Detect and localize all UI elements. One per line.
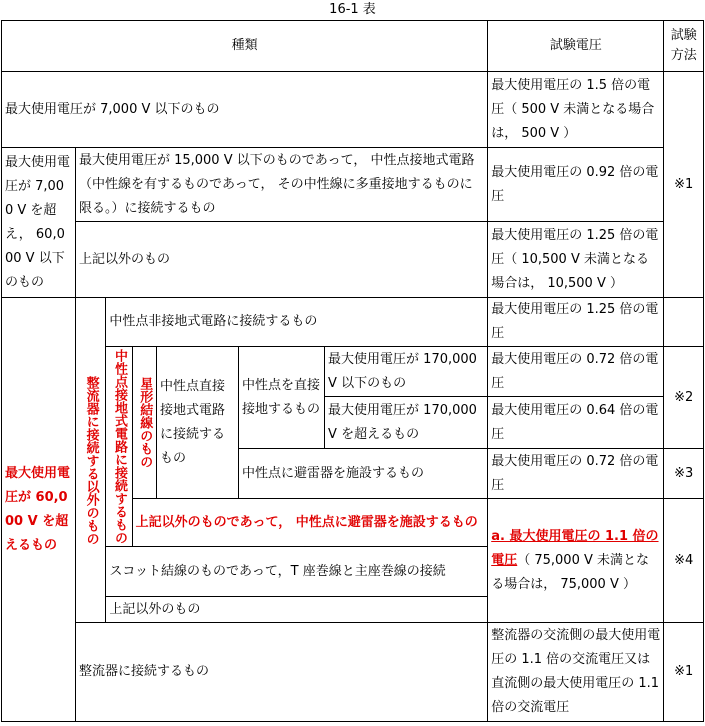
- row-method-2: ※2: [664, 347, 704, 449]
- row7-voltage: 最大使用電圧の 0.72 倍の電圧: [488, 449, 664, 499]
- row8-voltage-a: a. 最大使用電圧の 1.1 倍の電圧: [491, 528, 659, 568]
- header-kind: 種類: [2, 21, 488, 72]
- direct-ground-label: 中性点直接接地式電路に接続するもの: [156, 347, 238, 499]
- row7-kind: 中性点に避雷器を施設するもの: [238, 449, 487, 499]
- row8-voltage: [488, 499, 664, 623]
- row1-kind: 最大使用電圧が 7,000 V 以下のもの: [2, 72, 488, 148]
- row3-kind: 上記以外のもの: [75, 222, 487, 298]
- row6-kind: 最大使用電圧が 170,000 V を超えるもの: [325, 397, 488, 449]
- row9-kind: スコット結線のものであって，T 座巻線と主座巻線の接続: [106, 547, 488, 597]
- rectifier-other-label: 整流器に接続する以外のもの: [75, 298, 105, 623]
- row6-voltage: 最大使用電圧の 0.64 倍の電圧: [488, 397, 664, 449]
- row4-method-empty: [664, 298, 704, 347]
- row11-kind: 整流器に接続するもの: [75, 623, 487, 722]
- row5-kind: 最大使用電圧が 170,000 V 以下のもの: [325, 347, 488, 397]
- row-method-1: ※1: [664, 72, 704, 298]
- row8-kind: 上記以外のものであって， 中性点に避雷器を施設するもの: [132, 499, 488, 547]
- row-method-4: ※4: [664, 499, 704, 623]
- group3-kind: 最大使用電圧が 60,000 V を超えるもの: [2, 298, 76, 722]
- row8-voltage-b: （ 75,000 V 未満となる場合は， 75,000 V ）: [491, 552, 649, 592]
- table-caption: 16-1 表: [329, 2, 376, 17]
- row-method-3: ※3: [664, 449, 704, 499]
- row-method-5: ※1: [664, 623, 704, 722]
- star-label: 星形結線のもの: [132, 347, 156, 499]
- row4-kind: 中性点非接地式電路に接続するもの: [106, 298, 488, 347]
- row2-kind: 最大使用電圧が 15,000 V 以下のものであって， 中性点接地式電路（中性線を有するものであって， その中性線に多重接地するものに限る。）に接続するもの: [75, 148, 487, 222]
- header-method: 試験方法: [664, 21, 704, 72]
- row1-voltage: 最大使用電圧の 1.5 倍の電圧（ 500 V 未満となる場合は， 500 V ）: [488, 72, 664, 148]
- row5-voltage: 最大使用電圧の 0.72 倍の電圧: [488, 347, 664, 397]
- row2-voltage: 最大使用電圧の 0.92 倍の電圧: [488, 148, 664, 222]
- row4-voltage: 最大使用電圧の 1.25 倍の電圧: [488, 298, 664, 347]
- row11-voltage: 整流器の交流側の最大使用電圧の 1.1 倍の交流電圧又は直流側の最大使用電圧の 1.1 倍の交流電圧: [488, 623, 664, 722]
- test-voltage-table: [1, 20, 704, 722]
- direct-neutral-label: 中性点を直接接地するもの: [238, 347, 324, 449]
- header-voltage: 試験電圧: [488, 21, 664, 72]
- row10-kind: 上記以外のもの: [106, 597, 488, 623]
- row3-voltage: 最大使用電圧の 1.25 倍の電圧（ 10,500 V 未満となる場合は， 10,500 V ）: [488, 222, 664, 298]
- group2-kind: 最大使用電圧が 7,000 V を超え， 60,000 V 以下のもの: [2, 148, 76, 298]
- neutral-grounded-label: 中性点接地式電路に接続するもの: [106, 347, 132, 547]
